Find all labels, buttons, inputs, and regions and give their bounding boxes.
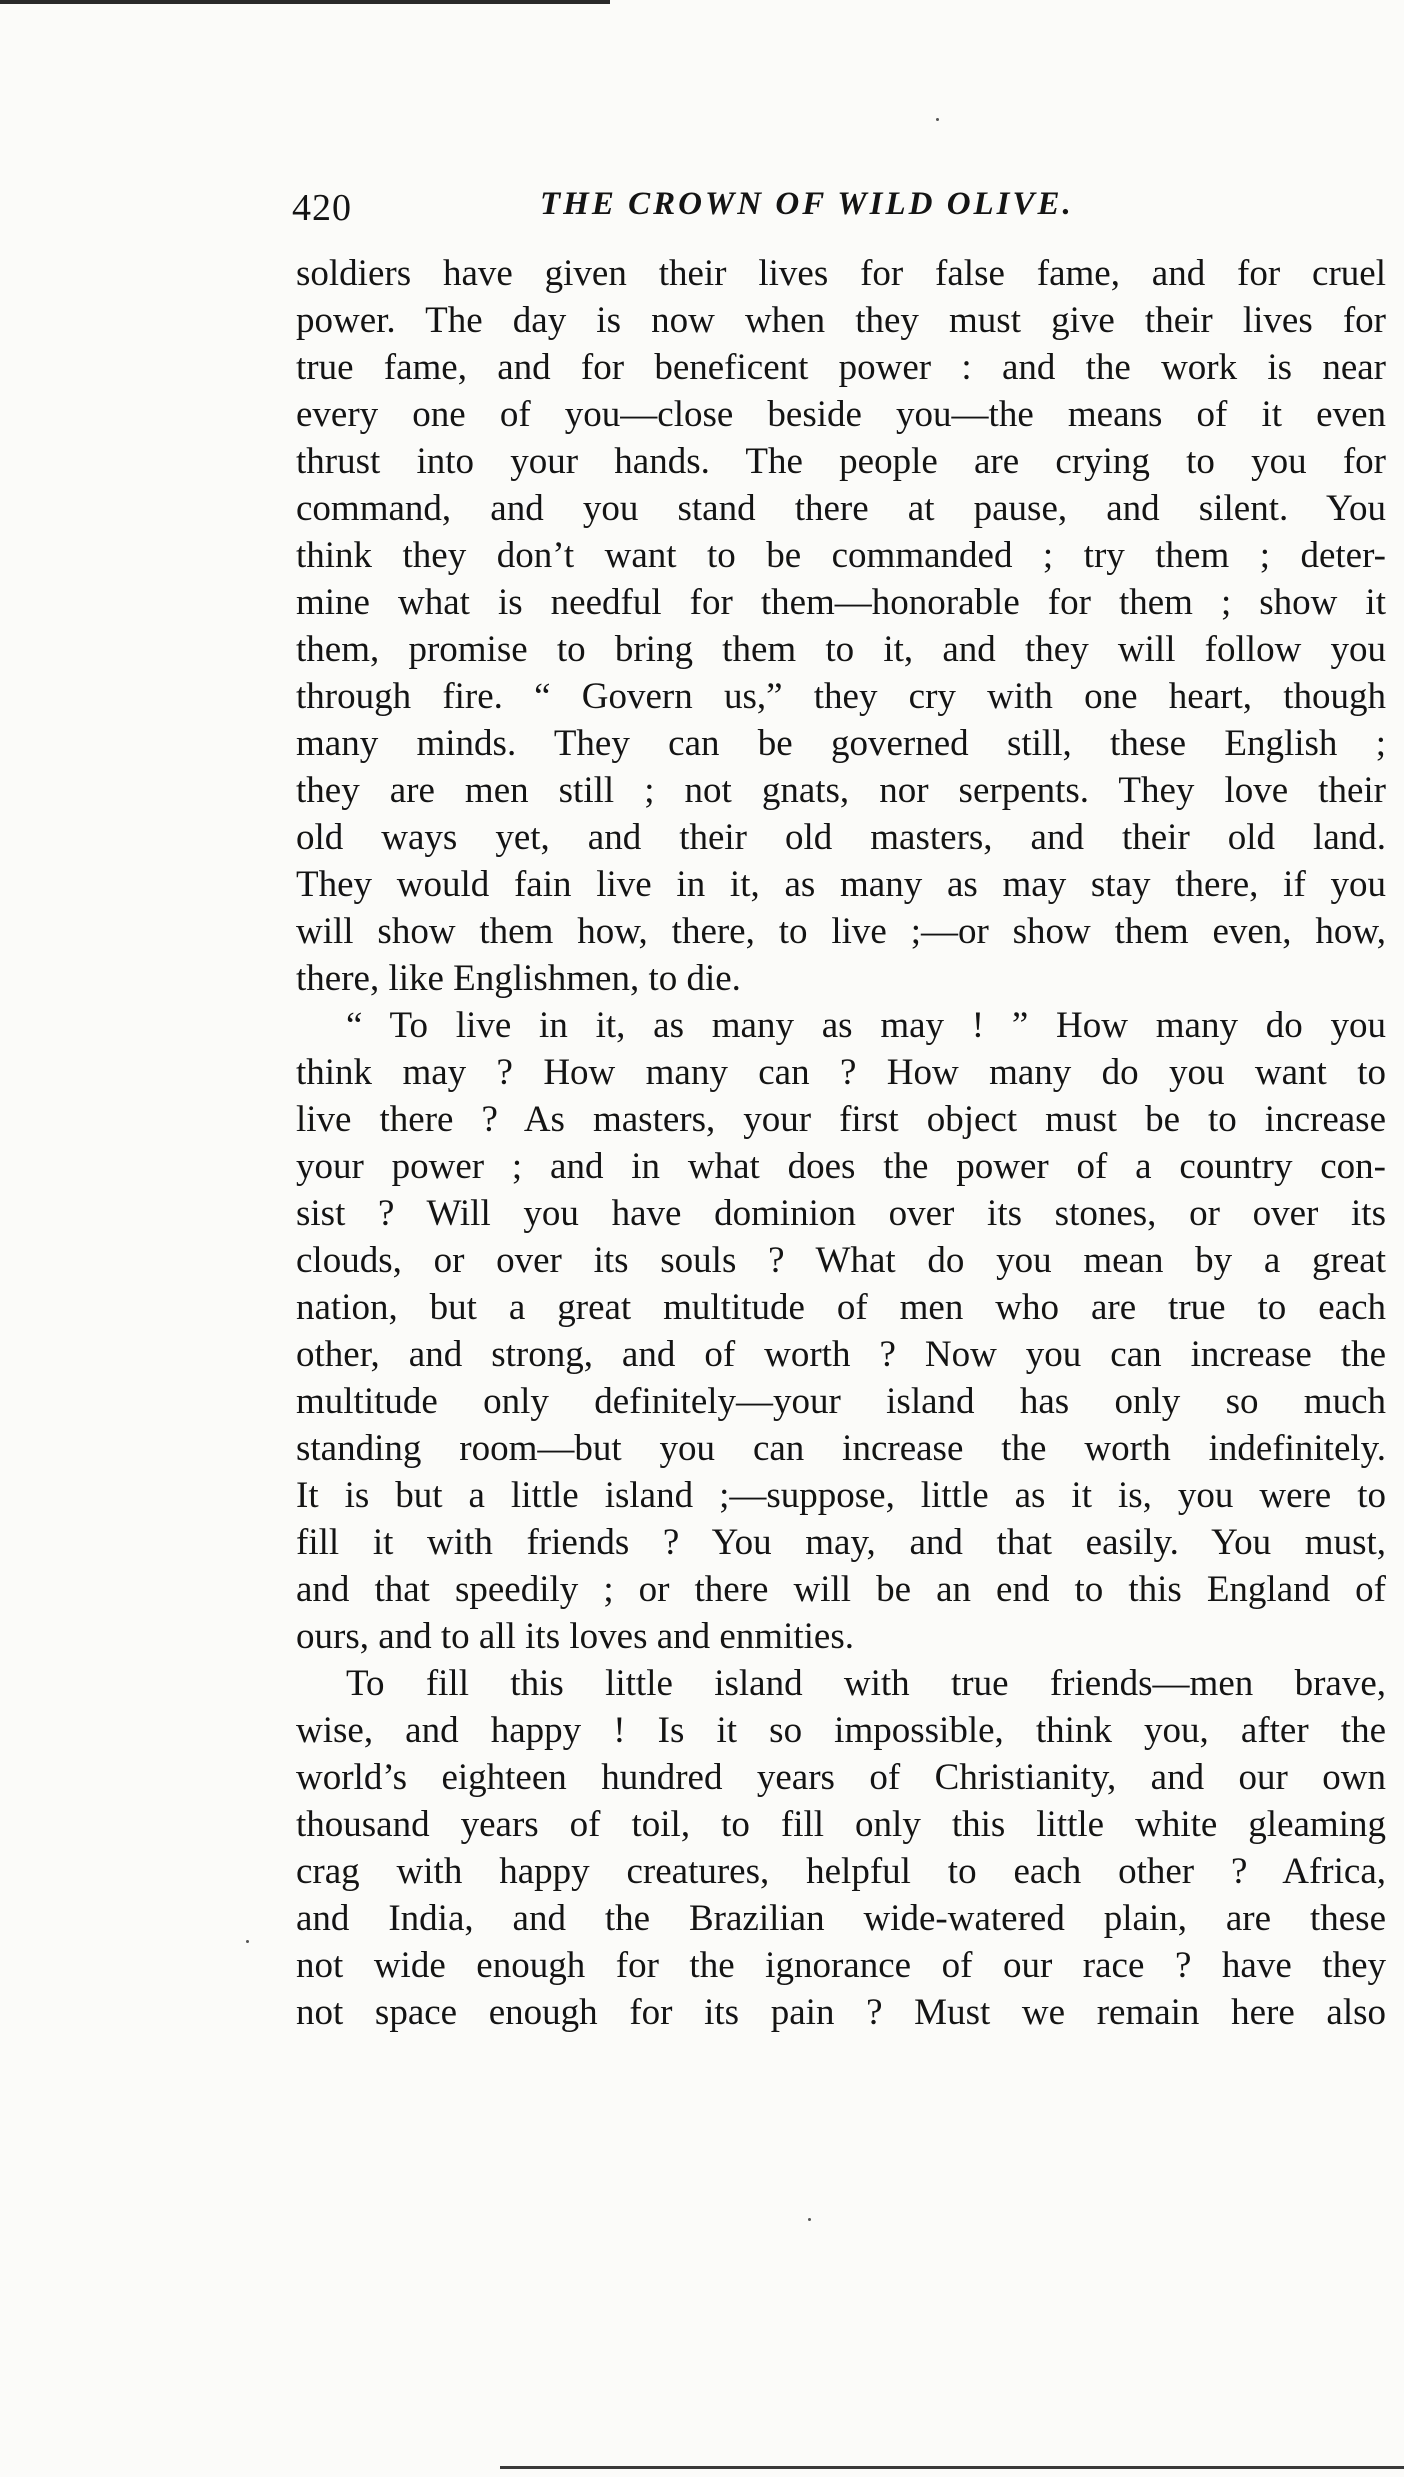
text-line: they are men still ; not gnats, nor serpents. They love their [296,770,1386,811]
text-line: wise, and happy ! Is it so impossible, think you, after the [296,1710,1386,1751]
text-line: world’s eighteen hundred years of Christianity, and our own [296,1757,1386,1798]
speck-mark [936,118,939,121]
text-line: your power ; and in what does the power of a country con- [296,1146,1386,1187]
text-line: fill it with friends ? You may, and that easily. You must, [296,1522,1386,1563]
page-body-text [296,250,1386,2036]
page-number: 420 [292,187,352,229]
text-line: think may ? How many can ? How many do you want to [296,1052,1386,1093]
text-line: nation, but a great multitude of men who are true to each [296,1287,1386,1328]
text-line: mine what is needful for them—honorable for them ; show it [296,582,1386,623]
text-line: crag with happy creatures, helpful to each other ? Africa, [296,1851,1386,1892]
text-line: sist ? Will you have dominion over its stones, or over its [296,1193,1386,1234]
text-line: think they don’t want to be commanded ; try them ; deter- [296,535,1386,576]
speck-mark [808,2218,811,2221]
text-line: old ways yet, and their old masters, and their old land. [296,817,1386,858]
text-line: will show them how, there, to live ;—or show them even, how, [296,911,1386,952]
text-line: standing room—but you can increase the worth indefinitely. [296,1428,1386,1469]
text-line-paragraph-start: “ To live in it, as many as may ! ” How many do you [346,1005,1386,1046]
text-line: soldiers have given their lives for false fame, and for cruel [296,253,1386,294]
text-line: power. The day is now when they must give their lives for [296,300,1386,341]
text-line: They would fain live in it, as many as may stay there, if you [296,864,1386,905]
top-edge-rule [0,0,610,4]
text-line: live there ? As masters, your first object must be to increase [296,1099,1386,1140]
text-line: and that speedily ; or there will be an end to this England of [296,1569,1386,1610]
text-line: and India, and the Brazilian wide-watered plain, are these [296,1898,1386,1939]
bottom-edge-rule [500,2466,1404,2469]
text-line-paragraph-end: ours, and to all its loves and enmities. [296,1616,854,1657]
text-line: clouds, or over its souls ? What do you mean by a great [296,1240,1386,1281]
text-line: other, and strong, and of worth ? Now you can increase the [296,1334,1386,1375]
text-line: many minds. They can be governed still, these English ; [296,723,1386,764]
text-line: command, and you stand there at pause, and silent. You [296,488,1386,529]
text-line: It is but a little island ;—suppose, little as it is, you were to [296,1475,1386,1516]
text-line: thrust into your hands. The people are crying to you for [296,441,1386,482]
text-line: through fire. “ Govern us,” they cry with one heart, though [296,676,1386,717]
text-line-paragraph-start: To fill this little island with true friends—men brave, [346,1663,1386,1704]
text-line: true fame, and for beneficent power : and the work is near [296,347,1386,388]
text-line: every one of you—close beside you—the means of it even [296,394,1386,435]
speck-mark [246,1940,249,1943]
text-line-paragraph-end: there, like Englishmen, to die. [296,958,741,999]
running-title: THE CROWN OF WILD OLIVE. [540,186,1074,222]
text-line: multitude only definitely—your island has only so much [296,1381,1386,1422]
text-line: not space enough for its pain ? Must we remain here also [296,1992,1386,2033]
text-line: thousand years of toil, to fill only this little white gleaming [296,1804,1386,1845]
text-line: not wide enough for the ignorance of our race ? have they [296,1945,1386,1986]
text-line: them, promise to bring them to it, and they will follow you [296,629,1386,670]
